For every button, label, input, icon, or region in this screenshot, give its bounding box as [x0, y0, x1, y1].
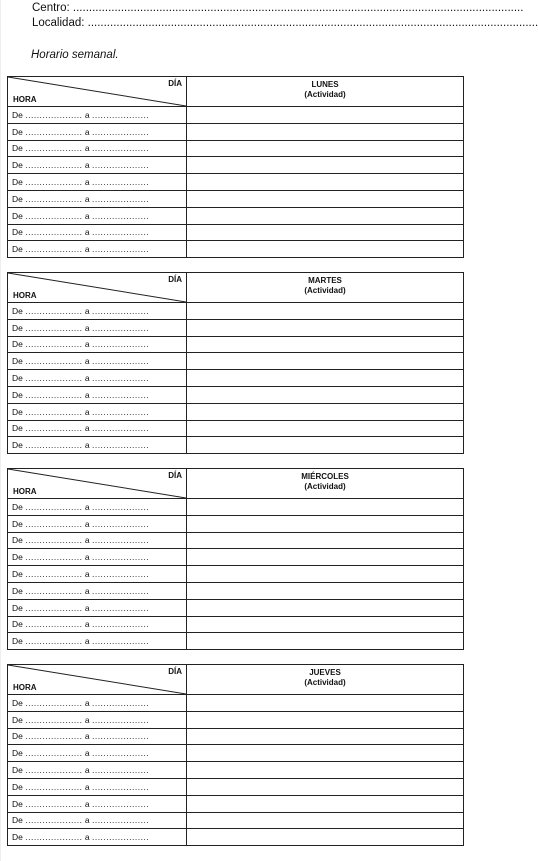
activity-cell[interactable] — [187, 778, 464, 795]
from-dots: .................... — [25, 569, 83, 580]
centro-label: Centro: — [32, 2, 70, 14]
time-slot[interactable] — [8, 728, 187, 745]
time-slot[interactable] — [8, 795, 187, 812]
de-label: De — [12, 227, 23, 238]
dia-label: DÍA — [168, 471, 182, 480]
day-name: MIÉRCOLES — [301, 472, 349, 481]
de-label: De — [12, 126, 23, 137]
a-label: a — [84, 244, 90, 255]
table-row — [8, 107, 464, 124]
activity-cell[interactable] — [187, 403, 464, 420]
from-dots: .................... — [25, 305, 83, 316]
table-row — [8, 437, 464, 454]
activity-cell[interactable] — [187, 812, 464, 829]
schedule-table-jueves — [7, 664, 464, 846]
hora-label: HORA — [13, 487, 37, 496]
from-dots: .................... — [25, 518, 83, 529]
time-slot[interactable] — [8, 370, 187, 387]
de-label: De — [12, 406, 23, 417]
time-slot[interactable] — [8, 745, 187, 762]
day-sub: (Actividad) — [304, 90, 346, 99]
from-dots: .................... — [25, 143, 83, 154]
time-slot[interactable] — [8, 532, 187, 549]
a-label: a — [84, 619, 90, 630]
a-label: a — [84, 160, 90, 171]
de-label: De — [12, 619, 23, 630]
a-label: a — [84, 518, 90, 529]
schedule-table-martes — [7, 272, 464, 454]
to-dots: .................... — [91, 389, 150, 400]
de-label: De — [12, 143, 23, 154]
activity-cell[interactable] — [187, 616, 464, 633]
from-dots: .................... — [25, 227, 83, 238]
activity-cell[interactable] — [187, 370, 464, 387]
hora-label: HORA — [13, 683, 37, 692]
table-row — [8, 795, 464, 812]
day-name: MARTES — [308, 276, 342, 285]
corner-cell — [8, 469, 187, 499]
activity-cell[interactable] — [187, 207, 464, 224]
from-dots: .................... — [25, 339, 83, 350]
a-label: a — [84, 765, 90, 776]
from-dots: .................... — [25, 109, 83, 120]
table-row — [8, 582, 464, 599]
de-label: De — [12, 748, 23, 759]
to-dots: .................... — [91, 356, 150, 367]
from-dots: .................... — [25, 322, 83, 333]
from-dots: .................... — [25, 389, 83, 400]
to-dots: .................... — [91, 322, 150, 333]
de-label: De — [12, 798, 23, 809]
table-row — [8, 403, 464, 420]
activity-cell[interactable] — [187, 745, 464, 762]
activity-cell[interactable] — [187, 829, 464, 846]
time-slot[interactable] — [8, 420, 187, 437]
a-label: a — [84, 339, 90, 350]
activity-cell[interactable] — [187, 499, 464, 516]
hora-label: HORA — [13, 291, 37, 300]
to-dots: .................... — [91, 552, 150, 563]
page-title: Horario semanal. — [31, 49, 119, 61]
activity-cell[interactable] — [187, 190, 464, 207]
de-label: De — [12, 636, 23, 647]
activity-cell[interactable] — [187, 633, 464, 650]
activity-cell[interactable] — [187, 107, 464, 124]
activity-cell[interactable] — [187, 549, 464, 566]
table-row — [8, 812, 464, 829]
time-slot[interactable] — [8, 499, 187, 516]
to-dots: .................... — [91, 748, 150, 759]
table-row — [8, 762, 464, 779]
time-slot[interactable] — [8, 157, 187, 174]
table-row — [8, 370, 464, 387]
time-slot[interactable] — [8, 633, 187, 650]
de-label: De — [12, 569, 23, 580]
time-slot[interactable] — [8, 403, 187, 420]
centro-fill-dots[interactable]: ............................................................................................................................................. — [72, 2, 524, 14]
time-slot[interactable] — [8, 711, 187, 728]
time-slot[interactable] — [8, 515, 187, 532]
a-label: a — [84, 177, 90, 188]
day-header — [187, 77, 464, 107]
to-dots: .................... — [91, 339, 150, 350]
activity-cell[interactable] — [187, 319, 464, 336]
day-name: JUEVES — [309, 668, 341, 677]
table-row — [8, 515, 464, 532]
table-row — [8, 303, 464, 320]
a-label: a — [84, 569, 90, 580]
time-slot[interactable] — [8, 695, 187, 712]
a-label: a — [84, 356, 90, 367]
time-slot[interactable] — [8, 140, 187, 157]
de-label: De — [12, 423, 23, 434]
activity-cell[interactable] — [187, 157, 464, 174]
a-label: a — [84, 798, 90, 809]
time-slot[interactable] — [8, 353, 187, 370]
from-dots: .................... — [25, 832, 83, 843]
dia-label: DÍA — [168, 667, 182, 676]
activity-cell[interactable] — [187, 224, 464, 241]
dia-label: DÍA — [168, 275, 182, 284]
table-row — [8, 616, 464, 633]
table-row — [8, 599, 464, 616]
table-row — [8, 745, 464, 762]
to-dots: .................... — [91, 697, 150, 708]
time-slot[interactable] — [8, 336, 187, 353]
activity-cell[interactable] — [187, 515, 464, 532]
table-row — [8, 728, 464, 745]
dia-label: DÍA — [168, 79, 182, 88]
to-dots: .................... — [91, 781, 150, 792]
from-dots: .................... — [25, 535, 83, 546]
de-label: De — [12, 731, 23, 742]
to-dots: .................... — [91, 636, 150, 647]
from-dots: .................... — [25, 177, 83, 188]
de-label: De — [12, 602, 23, 613]
a-label: a — [84, 440, 90, 451]
a-label: a — [84, 227, 90, 238]
de-label: De — [12, 815, 23, 826]
table-row — [8, 224, 464, 241]
time-slot[interactable] — [8, 762, 187, 779]
de-label: De — [12, 193, 23, 204]
time-slot[interactable] — [8, 386, 187, 403]
day-name: LUNES — [311, 80, 339, 89]
de-label: De — [12, 356, 23, 367]
time-slot[interactable] — [8, 174, 187, 191]
localidad-label: Localidad: — [32, 17, 85, 29]
time-slot[interactable] — [8, 778, 187, 795]
to-dots: .................... — [91, 731, 150, 742]
a-label: a — [84, 636, 90, 647]
to-dots: .................... — [91, 798, 150, 809]
to-dots: .................... — [91, 501, 150, 512]
from-dots: .................... — [25, 765, 83, 776]
from-dots: .................... — [25, 126, 83, 137]
time-slot[interactable] — [8, 812, 187, 829]
to-dots: .................... — [91, 406, 150, 417]
a-label: a — [84, 322, 90, 333]
activity-cell[interactable] — [187, 336, 464, 353]
time-slot[interactable] — [8, 207, 187, 224]
activity-cell[interactable] — [187, 353, 464, 370]
activity-cell[interactable] — [187, 711, 464, 728]
to-dots: .................... — [91, 765, 150, 776]
a-label: a — [84, 714, 90, 725]
de-label: De — [12, 832, 23, 843]
table-row — [8, 174, 464, 191]
time-slot[interactable] — [8, 190, 187, 207]
a-label: a — [84, 406, 90, 417]
a-label: a — [84, 781, 90, 792]
a-label: a — [84, 501, 90, 512]
de-label: De — [12, 160, 23, 171]
schedule-table-lunes — [7, 76, 464, 258]
from-dots: .................... — [25, 193, 83, 204]
a-label: a — [84, 126, 90, 137]
activity-cell[interactable] — [187, 123, 464, 140]
activity-cell[interactable] — [187, 728, 464, 745]
to-dots: .................... — [91, 602, 150, 613]
from-dots: .................... — [25, 697, 83, 708]
to-dots: .................... — [91, 126, 150, 137]
to-dots: .................... — [91, 210, 150, 221]
a-label: a — [84, 602, 90, 613]
to-dots: .................... — [91, 440, 150, 451]
to-dots: .................... — [91, 619, 150, 630]
time-slot[interactable] — [8, 549, 187, 566]
schedule-table-miércoles — [7, 468, 464, 650]
a-label: a — [84, 815, 90, 826]
activity-cell[interactable] — [187, 582, 464, 599]
table-row — [8, 420, 464, 437]
to-dots: .................... — [91, 518, 150, 529]
table-row — [8, 241, 464, 258]
table-row — [8, 123, 464, 140]
from-dots: .................... — [25, 731, 83, 742]
table-row — [8, 532, 464, 549]
de-label: De — [12, 781, 23, 792]
de-label: De — [12, 535, 23, 546]
table-row — [8, 566, 464, 583]
de-label: De — [12, 501, 23, 512]
a-label: a — [84, 697, 90, 708]
day-sub: (Actividad) — [304, 286, 346, 295]
activity-cell[interactable] — [187, 140, 464, 157]
from-dots: .................... — [25, 160, 83, 171]
activity-cell[interactable] — [187, 303, 464, 320]
from-dots: .................... — [25, 714, 83, 725]
a-label: a — [84, 210, 90, 221]
from-dots: .................... — [25, 748, 83, 759]
to-dots: .................... — [91, 569, 150, 580]
de-label: De — [12, 585, 23, 596]
table-row — [8, 711, 464, 728]
to-dots: .................... — [91, 535, 150, 546]
time-slot[interactable] — [8, 123, 187, 140]
centro-line — [32, 2, 524, 14]
table-row — [8, 695, 464, 712]
to-dots: .................... — [91, 373, 150, 384]
activity-cell[interactable] — [187, 695, 464, 712]
a-label: a — [84, 731, 90, 742]
table-row — [8, 157, 464, 174]
from-dots: .................... — [25, 619, 83, 630]
from-dots: .................... — [25, 373, 83, 384]
a-label: a — [84, 423, 90, 434]
day-header — [187, 665, 464, 695]
to-dots: .................... — [91, 832, 150, 843]
from-dots: .................... — [25, 636, 83, 647]
from-dots: .................... — [25, 423, 83, 434]
a-label: a — [84, 143, 90, 154]
table-row — [8, 190, 464, 207]
time-slot[interactable] — [8, 107, 187, 124]
de-label: De — [12, 339, 23, 350]
to-dots: .................... — [91, 423, 150, 434]
table-row — [8, 778, 464, 795]
time-slot[interactable] — [8, 829, 187, 846]
table-row — [8, 319, 464, 336]
table-row — [8, 353, 464, 370]
time-slot[interactable] — [8, 616, 187, 633]
corner-cell — [8, 77, 187, 107]
de-label: De — [12, 109, 23, 120]
to-dots: .................... — [91, 585, 150, 596]
corner-cell — [8, 665, 187, 695]
time-slot[interactable] — [8, 224, 187, 241]
to-dots: .................... — [91, 193, 150, 204]
to-dots: .................... — [91, 177, 150, 188]
a-label: a — [84, 373, 90, 384]
a-label: a — [84, 109, 90, 120]
day-header — [187, 469, 464, 499]
to-dots: .................... — [91, 714, 150, 725]
from-dots: .................... — [25, 244, 83, 255]
hora-label: HORA — [13, 95, 37, 104]
from-dots: .................... — [25, 585, 83, 596]
de-label: De — [12, 697, 23, 708]
table-row — [8, 499, 464, 516]
time-slot[interactable] — [8, 241, 187, 258]
to-dots: .................... — [91, 143, 150, 154]
de-label: De — [12, 518, 23, 529]
de-label: De — [12, 440, 23, 451]
table-row — [8, 829, 464, 846]
de-label: De — [12, 373, 23, 384]
activity-cell[interactable] — [187, 795, 464, 812]
localidad-fill-dots[interactable]: ............................................................................................................................................. — [87, 17, 538, 29]
from-dots: .................... — [25, 440, 83, 451]
day-sub: (Actividad) — [304, 482, 346, 491]
a-label: a — [84, 389, 90, 400]
activity-cell[interactable] — [187, 532, 464, 549]
to-dots: .................... — [91, 160, 150, 171]
a-label: a — [84, 585, 90, 596]
from-dots: .................... — [25, 798, 83, 809]
activity-cell[interactable] — [187, 420, 464, 437]
de-label: De — [12, 322, 23, 333]
from-dots: .................... — [25, 406, 83, 417]
activity-cell[interactable] — [187, 241, 464, 258]
activity-cell[interactable] — [187, 599, 464, 616]
to-dots: .................... — [91, 109, 150, 120]
de-label: De — [12, 177, 23, 188]
from-dots: .................... — [25, 552, 83, 563]
activity-cell[interactable] — [187, 437, 464, 454]
to-dots: .................... — [91, 227, 150, 238]
table-row — [8, 633, 464, 650]
activity-cell[interactable] — [187, 174, 464, 191]
time-slot[interactable] — [8, 599, 187, 616]
to-dots: .................... — [91, 815, 150, 826]
activity-cell[interactable] — [187, 386, 464, 403]
de-label: De — [12, 552, 23, 563]
a-label: a — [84, 832, 90, 843]
to-dots: .................... — [91, 244, 150, 255]
day-header — [187, 273, 464, 303]
from-dots: .................... — [25, 356, 83, 367]
de-label: De — [12, 714, 23, 725]
de-label: De — [12, 765, 23, 776]
corner-cell — [8, 273, 187, 303]
table-row — [8, 386, 464, 403]
time-slot[interactable] — [8, 582, 187, 599]
de-label: De — [12, 305, 23, 316]
to-dots: .................... — [91, 305, 150, 316]
time-slot[interactable] — [8, 319, 187, 336]
table-row — [8, 549, 464, 566]
day-sub: (Actividad) — [304, 678, 346, 687]
a-label: a — [84, 552, 90, 563]
table-row — [8, 207, 464, 224]
from-dots: .................... — [25, 781, 83, 792]
from-dots: .................... — [25, 210, 83, 221]
time-slot[interactable] — [8, 566, 187, 583]
a-label: a — [84, 535, 90, 546]
localidad-line — [32, 17, 538, 29]
a-label: a — [84, 748, 90, 759]
activity-cell[interactable] — [187, 762, 464, 779]
a-label: a — [84, 193, 90, 204]
activity-cell[interactable] — [187, 566, 464, 583]
de-label: De — [12, 244, 23, 255]
from-dots: .................... — [25, 501, 83, 512]
table-row — [8, 336, 464, 353]
de-label: De — [12, 389, 23, 400]
from-dots: .................... — [25, 815, 83, 826]
table-row — [8, 140, 464, 157]
time-slot[interactable] — [8, 437, 187, 454]
de-label: De — [12, 210, 23, 221]
time-slot[interactable] — [8, 303, 187, 320]
page-edge — [0, 0, 1, 861]
a-label: a — [84, 305, 90, 316]
from-dots: .................... — [25, 602, 83, 613]
